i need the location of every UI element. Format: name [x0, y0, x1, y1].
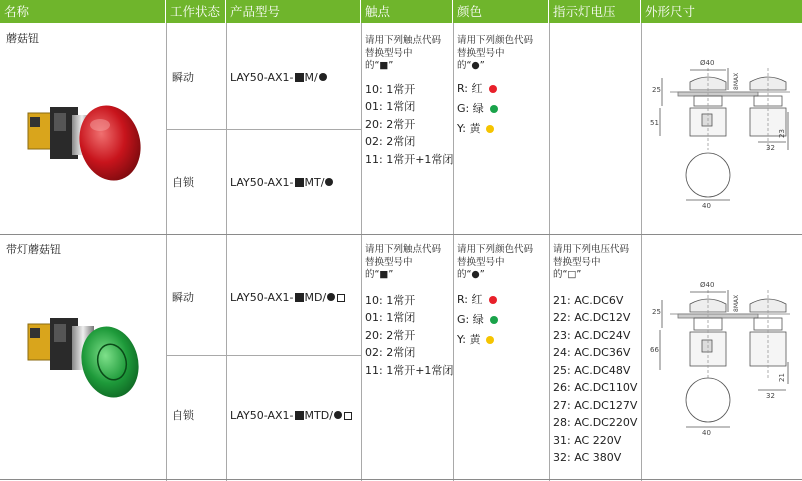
row1-state-momentary: 瞬动	[172, 71, 194, 84]
row1-contacts	[365, 35, 453, 168]
model-prefix: LAY50-AX1-	[230, 176, 294, 189]
row1-name: 蘑菇钮	[6, 32, 39, 45]
row1-dimension-drawing	[650, 50, 796, 210]
model-suffix: MTD/	[304, 409, 333, 422]
voltage-code-square	[337, 294, 345, 302]
color-note-line: 请用下列颜色代码	[457, 35, 534, 46]
contact-code: 01: 1常闭	[365, 100, 416, 113]
contacts-note-line: 的“■”	[365, 269, 394, 280]
voltage-code: 24: AC.DC36V	[553, 346, 631, 359]
dim-height-25: 25	[652, 86, 661, 94]
voltage-code: 23: AC.DC24V	[553, 328, 631, 342]
row1-model-latch	[230, 175, 334, 191]
row2-model-momentary	[230, 290, 346, 306]
voltage-code: 28: AC.DC220V	[553, 416, 638, 429]
contact-code: 01: 1常闭	[365, 311, 416, 324]
grid-line	[641, 23, 642, 481]
voltage-code: 22: AC.DC12V	[553, 311, 631, 324]
voltage-code: 25: AC.DC48V	[553, 363, 631, 377]
color-label: G: 绿	[457, 312, 484, 326]
color-option-green	[457, 99, 533, 119]
contact-code: 02: 2常闭	[365, 135, 416, 148]
green-dot-icon	[490, 316, 498, 324]
color-code-circle	[334, 411, 342, 419]
row2-state-latch: 自锁	[172, 409, 194, 422]
contact-code-square	[295, 293, 304, 302]
contact-code: 20: 2常开	[365, 117, 416, 131]
dim-diameter: Ø40	[700, 59, 715, 67]
grid-line	[226, 23, 227, 481]
voltage-note-line: 替换型号中	[553, 256, 601, 268]
dim-height-23: 23	[778, 129, 786, 138]
grid-line	[549, 23, 550, 481]
red-dot-icon	[489, 85, 497, 93]
color-label: Y: 黄	[457, 121, 481, 135]
row1-model-momentary	[230, 70, 328, 86]
color-note-line: 的“●”	[457, 269, 485, 280]
color-note-line: 请用下列颜色代码	[457, 244, 534, 255]
model-suffix: M/	[304, 71, 318, 84]
header-state: 工作状态	[166, 0, 226, 23]
dim-height-66: 66	[650, 346, 659, 354]
illuminated-mushroom-button-green-photo	[20, 300, 145, 410]
contact-code: 02: 2常闭	[365, 346, 416, 359]
voltage-code: 26: AC.DC110V	[553, 381, 638, 394]
voltage-code-square	[344, 412, 352, 420]
row2-dimension-drawing	[650, 272, 796, 437]
yellow-dot-icon	[486, 336, 494, 344]
contacts-note-line: 请用下列触点代码	[365, 35, 442, 46]
color-note-line: 替换型号中	[457, 256, 505, 268]
contact-code: 20: 2常开	[365, 328, 416, 342]
header-contacts: 触点	[361, 0, 453, 23]
model-prefix: LAY50-AX1-	[230, 291, 294, 304]
color-label: G: 绿	[457, 101, 484, 115]
voltage-note-line: 请用下列电压代码	[553, 244, 630, 255]
row2-voltages	[553, 244, 637, 467]
grid-line	[166, 129, 361, 130]
contact-code-square	[295, 73, 304, 82]
model-prefix: LAY50-AX1-	[230, 409, 294, 422]
contacts-note-line: 的“■”	[365, 60, 394, 71]
model-suffix: MD/	[304, 291, 327, 304]
contact-code-square	[295, 178, 304, 187]
contacts-note-line: 替换型号中	[365, 47, 413, 59]
red-dot-icon	[489, 296, 497, 304]
color-option-red	[457, 79, 533, 99]
row1-state-latch: 自锁	[172, 176, 194, 189]
mushroom-button-red-photo	[20, 85, 145, 195]
color-label: Y: 黄	[457, 332, 481, 346]
contact-code: 10: 1常开	[365, 82, 416, 96]
header-model: 产品型号	[226, 0, 361, 23]
color-option-green	[457, 310, 533, 330]
row2-name: 带灯蘑菇钮	[6, 243, 61, 256]
color-code-circle	[327, 293, 335, 301]
color-label: R: 红	[457, 81, 483, 95]
color-option-yellow	[457, 330, 533, 350]
contacts-note-line: 请用下列触点代码	[365, 244, 442, 255]
row2-model-latch	[230, 408, 353, 424]
color-label: R: 红	[457, 292, 483, 306]
dim-diameter: Ø40	[700, 281, 715, 289]
header-name: 名称	[0, 0, 166, 23]
dim-height-21: 21	[778, 373, 786, 382]
dim-height-25: 25	[652, 308, 661, 316]
dim-width-40: 40	[702, 429, 711, 437]
dim-max: 8MAX	[733, 294, 740, 312]
voltage-code: 21: AC.DC6V	[553, 293, 624, 307]
color-code-circle	[325, 178, 333, 186]
contact-code: 11: 1常开+1常闭	[365, 152, 454, 166]
grid-line	[166, 355, 361, 356]
color-option-red	[457, 290, 533, 310]
dim-width-32: 32	[766, 144, 775, 152]
color-note-line: 替换型号中	[457, 47, 505, 59]
header-dimensions: 外形尺寸	[641, 0, 802, 23]
color-note-line: 的“●”	[457, 60, 485, 71]
voltage-code: 32: AC 380V	[553, 451, 622, 464]
row2-state-momentary: 瞬动	[172, 291, 194, 304]
row2-contacts	[365, 244, 453, 379]
dim-height-51: 51	[650, 119, 659, 127]
dim-width-32: 32	[766, 392, 775, 400]
green-dot-icon	[490, 105, 498, 113]
row1-colors	[457, 35, 533, 139]
model-suffix: MT/	[304, 176, 325, 189]
dim-width-40: 40	[702, 202, 711, 210]
voltage-code: 31: AC 220V	[553, 433, 622, 447]
header-color: 颜色	[453, 0, 549, 23]
grid-line	[361, 23, 362, 481]
yellow-dot-icon	[486, 125, 494, 133]
grid-line	[166, 23, 167, 481]
contact-code: 10: 1常开	[365, 293, 416, 307]
grid-line	[0, 479, 802, 480]
color-option-yellow	[457, 119, 533, 139]
contact-code: 11: 1常开+1常闭	[365, 363, 454, 377]
contact-code-square	[295, 411, 304, 420]
voltage-note-line: 的“□”	[553, 269, 582, 280]
contacts-note-line: 替换型号中	[365, 256, 413, 268]
color-code-circle	[319, 73, 327, 81]
header-voltage: 指示灯电压	[549, 0, 641, 23]
grid-line	[0, 234, 802, 235]
voltage-code: 27: AC.DC127V	[553, 398, 638, 412]
model-prefix: LAY50-AX1-	[230, 71, 294, 84]
row2-colors	[457, 244, 533, 350]
dim-max: 8MAX	[733, 72, 740, 90]
